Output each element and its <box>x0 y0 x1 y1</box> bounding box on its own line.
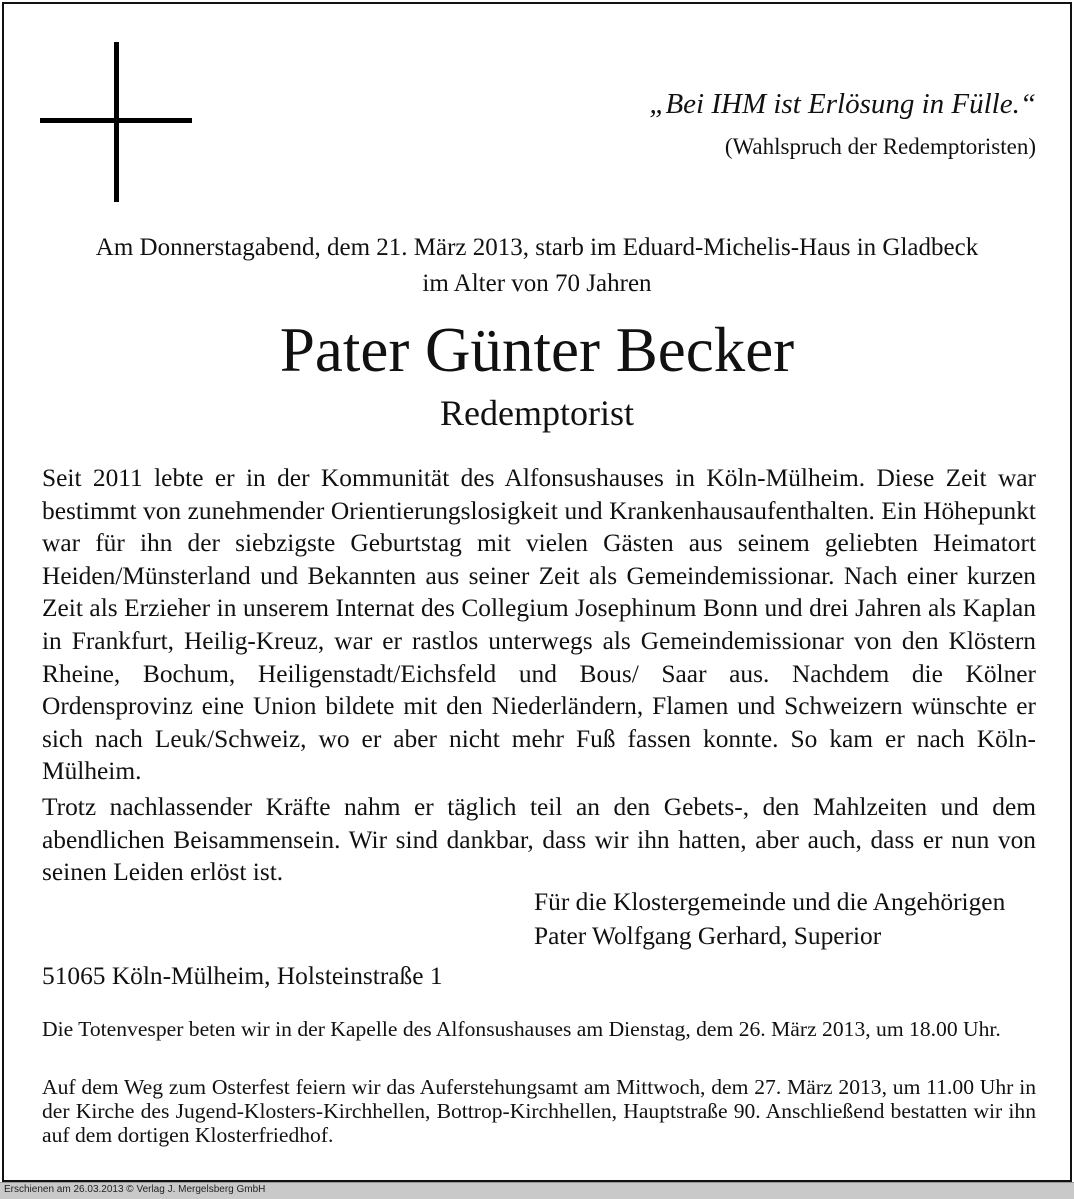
deceased-role: Redemptorist <box>440 393 634 433</box>
motto-quote: „Bei IHM ist Erlösung in Fülle.“ <box>649 88 1036 120</box>
biography-paragraph: Seit 2011 lebte er in der Kommunität des Alfonsushauses in Köln-Mülheim. Diese Zeit war bestimmt von zunehmender Orientierungslosigkeit und Krankenhausaufenthalten. Ein Höhepunkt war für ihn der siebzigste Geburtstag mit vielen Gästen aus seinem geliebten Heimatort Heiden/Münsterland und Bekannten aus seiner Zeit als Gemeindemissionar. Nach einer kurzen Zeit als Erzieher in unserem Internat des Collegium Josephinum Bonn und drei Jahren als Kaplan in Frankfurt, Heilig-Kreuz, war er rastlos unterwegs als Gemeindemissionar von den Klöstern Rheine, Bochum, Heiligenstadt/Eichsfeld und Bous/ Saar aus. Nachdem die Kölner Ordensprovinz eine Union bildete mit den Niederländern, Flamen und Schweizern wünschte er sich nach Leuk/Schweiz, wo er aber nicht mehr Fuß fassen konnte. So kam er nach Köln-Mülheim. <box>42 464 1036 786</box>
publication-credit: Erschienen am 26.03.2013 © Verlag J. Mergelsberg GmbH <box>4 1184 266 1195</box>
obituary-notice <box>2 2 1072 1182</box>
publication-footer <box>0 1182 1074 1199</box>
cross-horizontal-bar <box>40 118 192 123</box>
signature-line-2: Pater Wolfgang Gerhard, Superior <box>534 922 882 950</box>
vesper-service-text: Die Totenvesper beten wir in der Kapelle des Alfonsushauses am Dienstag, dem 26. März 2013, um 18.00 Uhr. <box>42 1017 1001 1041</box>
motto-source: (Wahlspruch der Redemptoristen) <box>724 134 1036 159</box>
intro-line-1: Am Donnerstagabend, dem 21. März 2013, starb im Eduard-Michelis-Haus in Gladbeck <box>95 234 979 261</box>
address: 51065 Köln-Mülheim, Holsteinstraße 1 <box>42 962 443 990</box>
intro-line-2: im Alter von 70 Jahren <box>422 270 652 297</box>
burial-service-text: Auf dem Weg zum Osterfest feiern wir das Auferstehungsamt am Mittwoch, dem 27. März 2013, um 11.00 Uhr in der Kirche des Jugend-Klosters-Kirchhellen, Bottrop-Kirchhellen, Hauptstraße 90. Anschließend bestatten wir ihn auf dem dortigen Klosterfriedhof. <box>42 1075 1036 1147</box>
signature-line-1: Für die Klostergemeinde und die Angehörigen <box>534 888 1006 916</box>
cross-icon <box>40 42 192 202</box>
deceased-name: Pater Günter Becker <box>279 315 795 385</box>
thanks-paragraph: Trotz nachlassender Kräfte nahm er täglich teil an den Gebets-, den Mahlzeiten und dem abendlichen Beisammensein. Wir sind dankbar, dass wir ihn hatten, aber auch, dass er nun von seinen Leiden erlöst ist. <box>42 793 1036 887</box>
